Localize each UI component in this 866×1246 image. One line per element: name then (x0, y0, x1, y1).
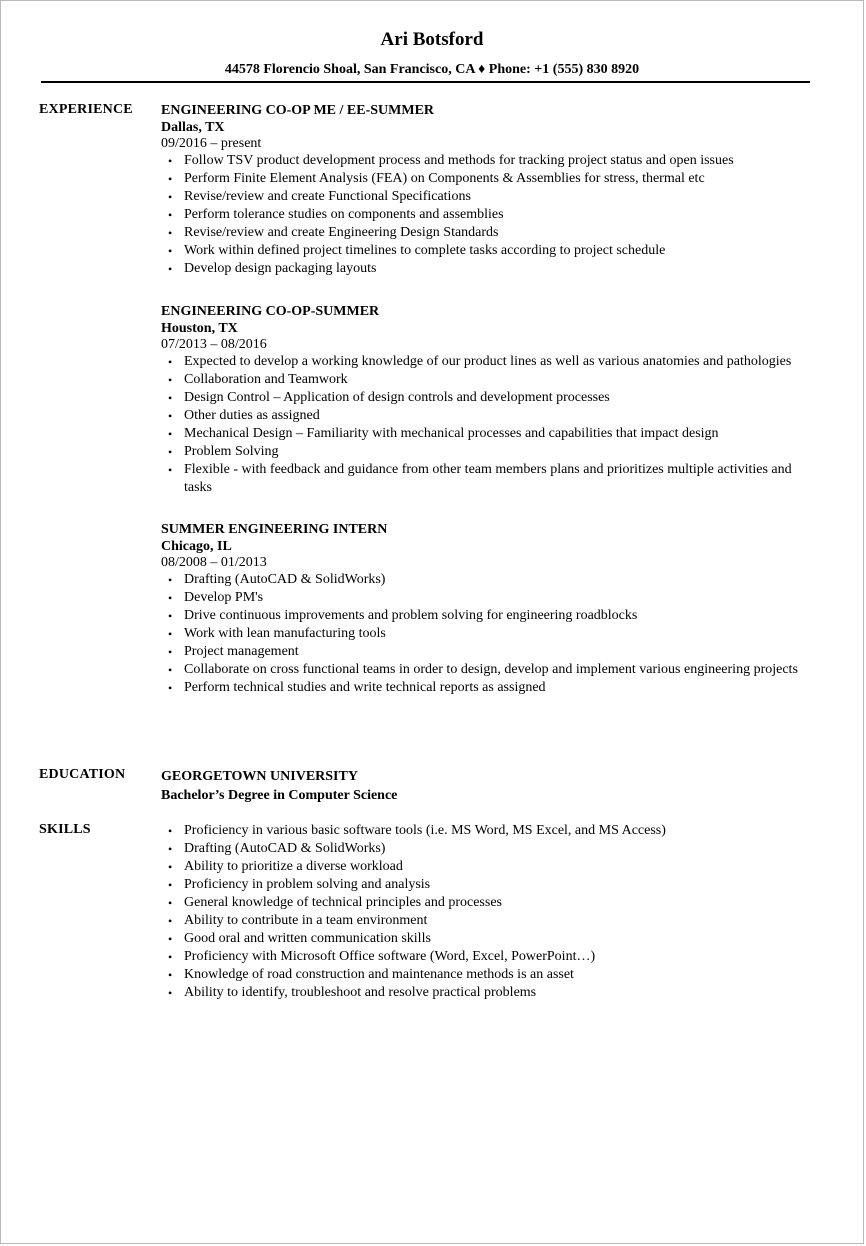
list-item: • Problem Solving (184, 443, 821, 461)
list-item: • Drafting (AutoCAD & SolidWorks) (184, 571, 821, 589)
job-bullets (161, 152, 821, 278)
list-item: • Develop design packaging layouts (184, 260, 821, 278)
job-bullets (161, 571, 821, 697)
list-item: • Design Control – Application of design controls and development processes (184, 389, 821, 407)
list-item: • Expected to develop a working knowledge of our product lines as well as various anatomies and pathologies (184, 353, 821, 371)
section-label-experience: EXPERIENCE (39, 102, 133, 117)
list-item: • Perform technical studies and write technical reports as assigned (184, 679, 821, 697)
list-item: • Follow TSV product development process and methods for tracking project status and open issues (184, 152, 821, 170)
education-body (161, 767, 821, 805)
job-title: SUMMER ENGINEERING INTERN (161, 522, 388, 537)
list-item: • Work within defined project timelines to complete tasks according to project schedule (184, 242, 821, 260)
job-dates: 07/2013 – 08/2016 (161, 337, 267, 352)
candidate-name: Ari Botsford (380, 29, 484, 50)
list-item: • Drafting (AutoCAD & SolidWorks) (184, 840, 821, 858)
job-entry (161, 303, 821, 497)
skills-body (161, 822, 821, 1002)
experience-body (161, 102, 821, 697)
section-label-education: EDUCATION (39, 767, 126, 782)
list-item: • Perform tolerance studies on components and assemblies (184, 206, 821, 224)
list-item: • Mechanical Design – Familiarity with mechanical processes and capabilities that impact design (184, 425, 821, 443)
list-item: • Perform Finite Element Analysis (FEA) on Components & Assemblies for stress, thermal etc (184, 170, 821, 188)
list-item: • Ability to contribute in a team environment (184, 912, 821, 930)
list-item: • Proficiency with Microsoft Office software (Word, Excel, PowerPoint…) (184, 948, 821, 966)
list-item: • Ability to identify, troubleshoot and resolve practical problems (184, 984, 821, 1002)
job-title: ENGINEERING CO-OP ME / EE-SUMMER (161, 103, 435, 118)
list-item: • Develop PM's (184, 589, 821, 607)
degree-name: Bachelor’s Degree in Computer Science (161, 788, 398, 803)
job-entry (161, 521, 821, 697)
list-item: • Work with lean manufacturing tools (184, 625, 821, 643)
school-name: GEORGETOWN UNIVERSITY (161, 769, 358, 784)
list-item: • Revise/review and create Engineering Design Standards (184, 224, 821, 242)
section-label-skills: SKILLS (39, 822, 91, 837)
list-item: • Flexible - with feedback and guidance from other team members plans and prioritizes multiple activities and tasks (184, 461, 821, 497)
list-item: • Revise/review and create Functional Specifications (184, 188, 821, 206)
job-dates: 09/2016 – present (161, 136, 262, 151)
job-dates: 08/2008 – 01/2013 (161, 555, 267, 570)
list-item: • Knowledge of road construction and maintenance methods is an asset (184, 966, 821, 984)
job-bullets (161, 353, 821, 497)
job-title: ENGINEERING CO-OP-SUMMER (161, 304, 380, 319)
skills-list (161, 822, 821, 1002)
list-item: • Ability to prioritize a diverse workload (184, 858, 821, 876)
list-item: • Proficiency in problem solving and analysis (184, 876, 821, 894)
job-location: Chicago, IL (161, 539, 232, 554)
list-item: • Collaboration and Teamwork (184, 371, 821, 389)
list-item: • Collaborate on cross functional teams in order to design, develop and implement various engineering projects (184, 661, 821, 679)
job-location: Dallas, TX (161, 120, 225, 135)
list-item: • Good oral and written communication skills (184, 930, 821, 948)
list-item: • Other duties as assigned (184, 407, 821, 425)
contact-line: 44578 Florencio Shoal, San Francisco, CA ♦ Phone: +1 (555) 830 8920 (224, 62, 640, 77)
list-item: • Drive continuous improvements and problem solving for engineering roadblocks (184, 607, 821, 625)
header-divider (41, 81, 810, 83)
job-entry (161, 102, 821, 278)
list-item: • Proficiency in various basic software tools (i.e. MS Word, MS Excel, and MS Access) (184, 822, 821, 840)
list-item: • Project management (184, 643, 821, 661)
list-item: • General knowledge of technical principles and processes (184, 894, 821, 912)
job-location: Houston, TX (161, 321, 238, 336)
